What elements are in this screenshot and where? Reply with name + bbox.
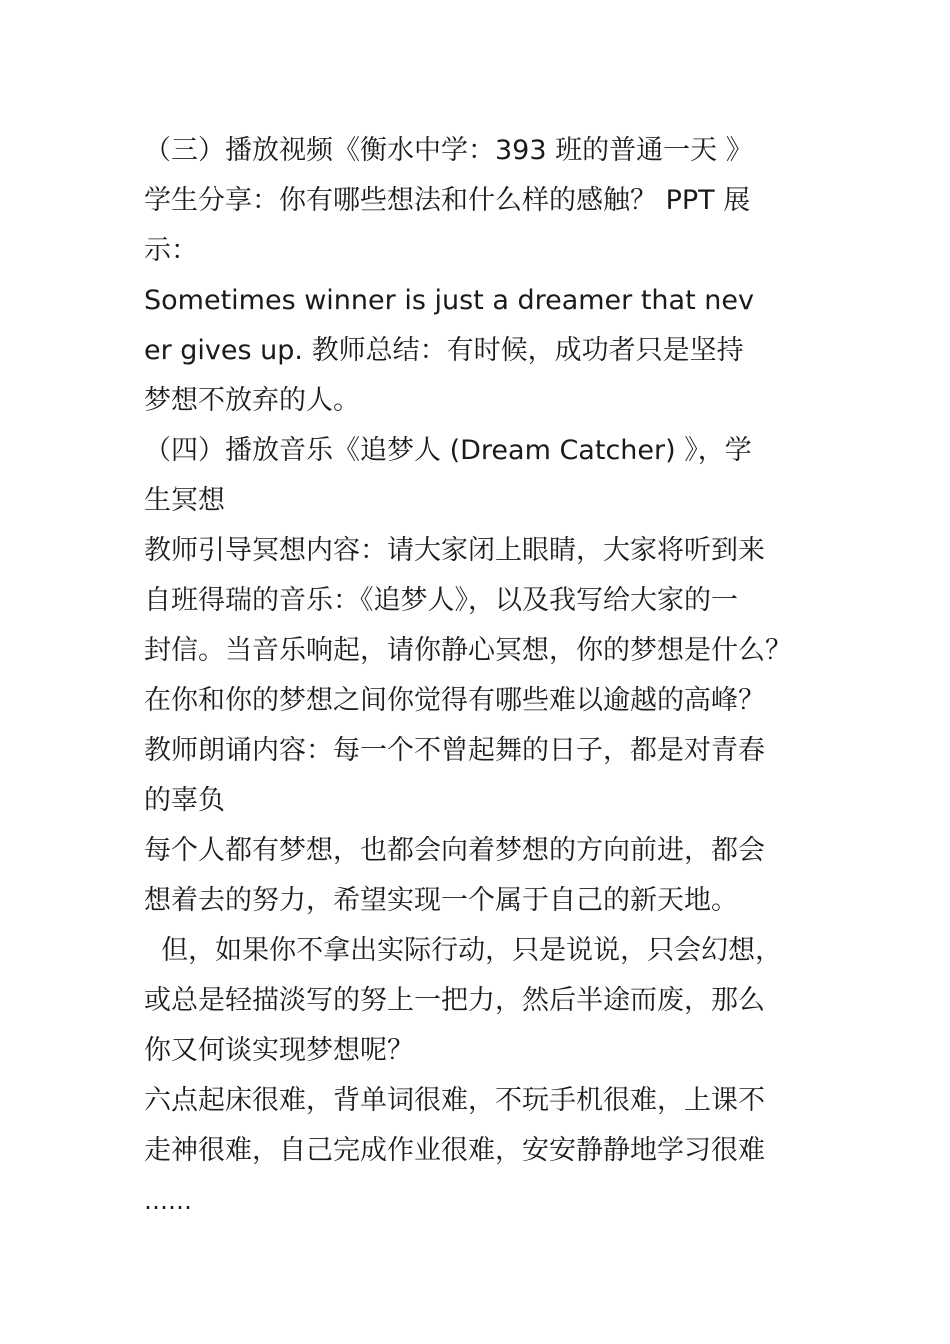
text-line: 的辜负 <box>144 785 225 816</box>
text-line: 示： <box>144 235 198 266</box>
text-line: 但，如果你不拿出实际行动，只是说说，只会幻想， <box>144 935 783 966</box>
text-line: 教师引导冥想内容：请大家闭上眼睛，大家将听到来 <box>144 535 765 566</box>
text-line: Sometimes winner is just a dreamer that nev <box>144 285 754 316</box>
text-line: 封信。当音乐响起，请你静心冥想，你的梦想是什么？ <box>144 635 792 666</box>
ellipsis-line: …… <box>144 1187 192 1215</box>
text-line: 在你和你的梦想之间你觉得有哪些难以逾越的高峰？ <box>144 685 765 716</box>
text-line: （四）播放音乐《追梦人 (Dream Catcher) 》，学 <box>144 435 752 466</box>
text-line: 学生分享：你有哪些想法和什么样的感触？ PPT 展 <box>144 185 751 216</box>
text-line: 每个人都有梦想，也都会向着梦想的方向前进，都会 <box>144 835 765 866</box>
text-line: （三）播放视频《衡水中学：393 班的普通一天 》 <box>144 135 753 166</box>
text-line: 六点起床很难，背单词很难，不玩手机很难，上课不 <box>144 1085 765 1116</box>
text-line: 生冥想 <box>144 485 225 516</box>
text-line: 或总是轻描淡写的努上一把力，然后半途而废，那么 <box>144 985 765 1016</box>
text-line: 梦想不放弃的人。 <box>144 385 360 416</box>
text-line: 你又何谈实现梦想呢？ <box>144 1035 414 1066</box>
text-line: er gives up. 教师总结：有时候，成功者只是坚持 <box>144 335 744 366</box>
text-line: 教师朗诵内容：每一个不曾起舞的日子，都是对青春 <box>144 735 765 766</box>
text-line: 走神很难，自己完成作业很难，安安静静地学习很难 <box>144 1135 765 1166</box>
text-line: 自班得瑞的音乐：《追梦人》，以及我写给大家的一 <box>144 585 738 616</box>
text-line: 想着去的努力，希望实现一个属于自己的新天地。 <box>144 885 738 916</box>
document-body <box>144 126 844 1226</box>
